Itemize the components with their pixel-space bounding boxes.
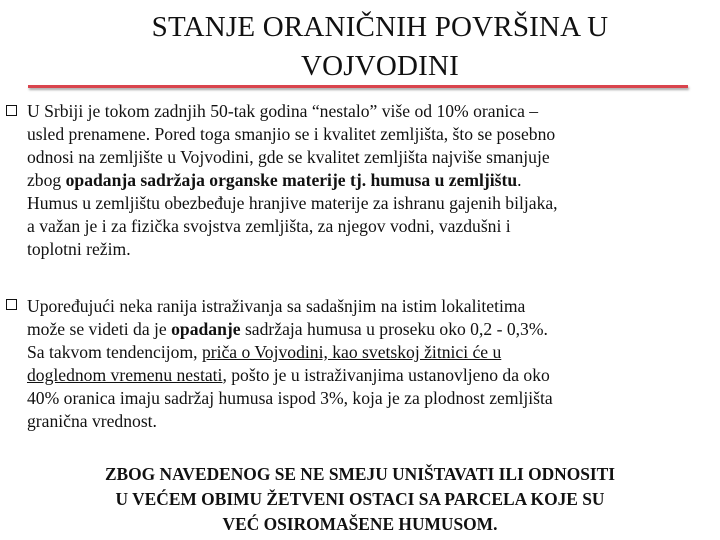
paragraph-2-line-3 [27,341,697,364]
paragraph-2-underlined-phrase-a: priča o Vojvodini, kao svetskoj žitnici će u [201,342,502,362]
paragraph-1-line-4 [27,169,697,192]
paragraph-1-line-1: U Srbiji je tokom zadnjih 50-tak godina “nestalo” više od 10% oranica – [27,101,539,121]
paragraph-2-line-1: Upoređujući neka ranija istraživanja sa sadašnjim na istim lokalitetima [27,296,526,316]
paragraph-2-line-2-prefix: može se videti da je [27,319,172,339]
closing-statement [20,462,700,537]
paragraph-1-line-4-suffix: . [517,170,522,190]
hollow-square-bullet-icon [6,105,17,116]
paragraph-2-bold-word: opadanje [171,319,241,339]
hollow-square-bullet-icon [6,299,17,310]
paragraph-1-line-4-prefix: zbog [27,170,66,190]
paragraph-1 [27,100,697,261]
paragraph-2-line-4 [27,364,697,387]
paragraph-1-line-6: a važan je i za fizička svojstva zemljišta, za njegov vodni, vazdušni i [27,216,511,236]
closing-line-1: ZBOG NAVEDENOG SE NE SMEJU UNIŠTAVATI ILI ODNOSITI [104,464,616,484]
slide-title-line-1: STANJE ORANIČNIH POVRŠINA U [151,11,609,43]
paragraph-2-line-6: granična vrednost. [27,411,157,431]
slide-title-line-2: VOJVODINI [300,50,460,82]
paragraph-2-line-4-suffix: , pošto je u istraživanjima ustanovljeno da oko [222,365,550,385]
closing-line-3: VEĆ OSIROMAŠENE HUMUSOM. [222,514,498,534]
paragraph-2-line-2 [27,318,697,341]
paragraph-2 [27,295,697,433]
paragraph-1-line-7: toplotni režim. [27,239,131,259]
paragraph-1-line-2: usled prenamene. Pored toga smanjio se i kvalitet zemljišta, što se posebno [27,124,556,144]
paragraph-2-line-3-prefix: Sa takvom tendencijom, [27,342,202,362]
slide-title [60,8,700,86]
paragraph-2-line-2-suffix: sadržaja humusa u proseku oko 0,2 - 0,3%. [240,319,548,339]
paragraph-1-line-5: Humus u zemljištu obezbeđuje hranjive materije za ishranu gajenih biljaka, [27,193,558,213]
paragraph-1-line-3: odnosi na zemljište u Vojvodini, gde se kvalitet zemljišta najviše smanjuje [27,147,550,167]
closing-line-2: U VEĆEM OBIMU ŽETVENI OSTACI SA PARCELA KOJE SU [115,489,605,509]
paragraph-1-bold-phrase: opadanja sadržaja organske materije tj. humusa u zemljištu [65,170,518,190]
paragraph-2-line-5: 40% oranica imaju sadržaj humusa ispod 3%, koja je za plodnost zemljišta [27,388,553,408]
paragraph-2-underlined-phrase-b: doglednom vremenu nestati [27,365,223,385]
title-underline-divider [28,85,688,88]
